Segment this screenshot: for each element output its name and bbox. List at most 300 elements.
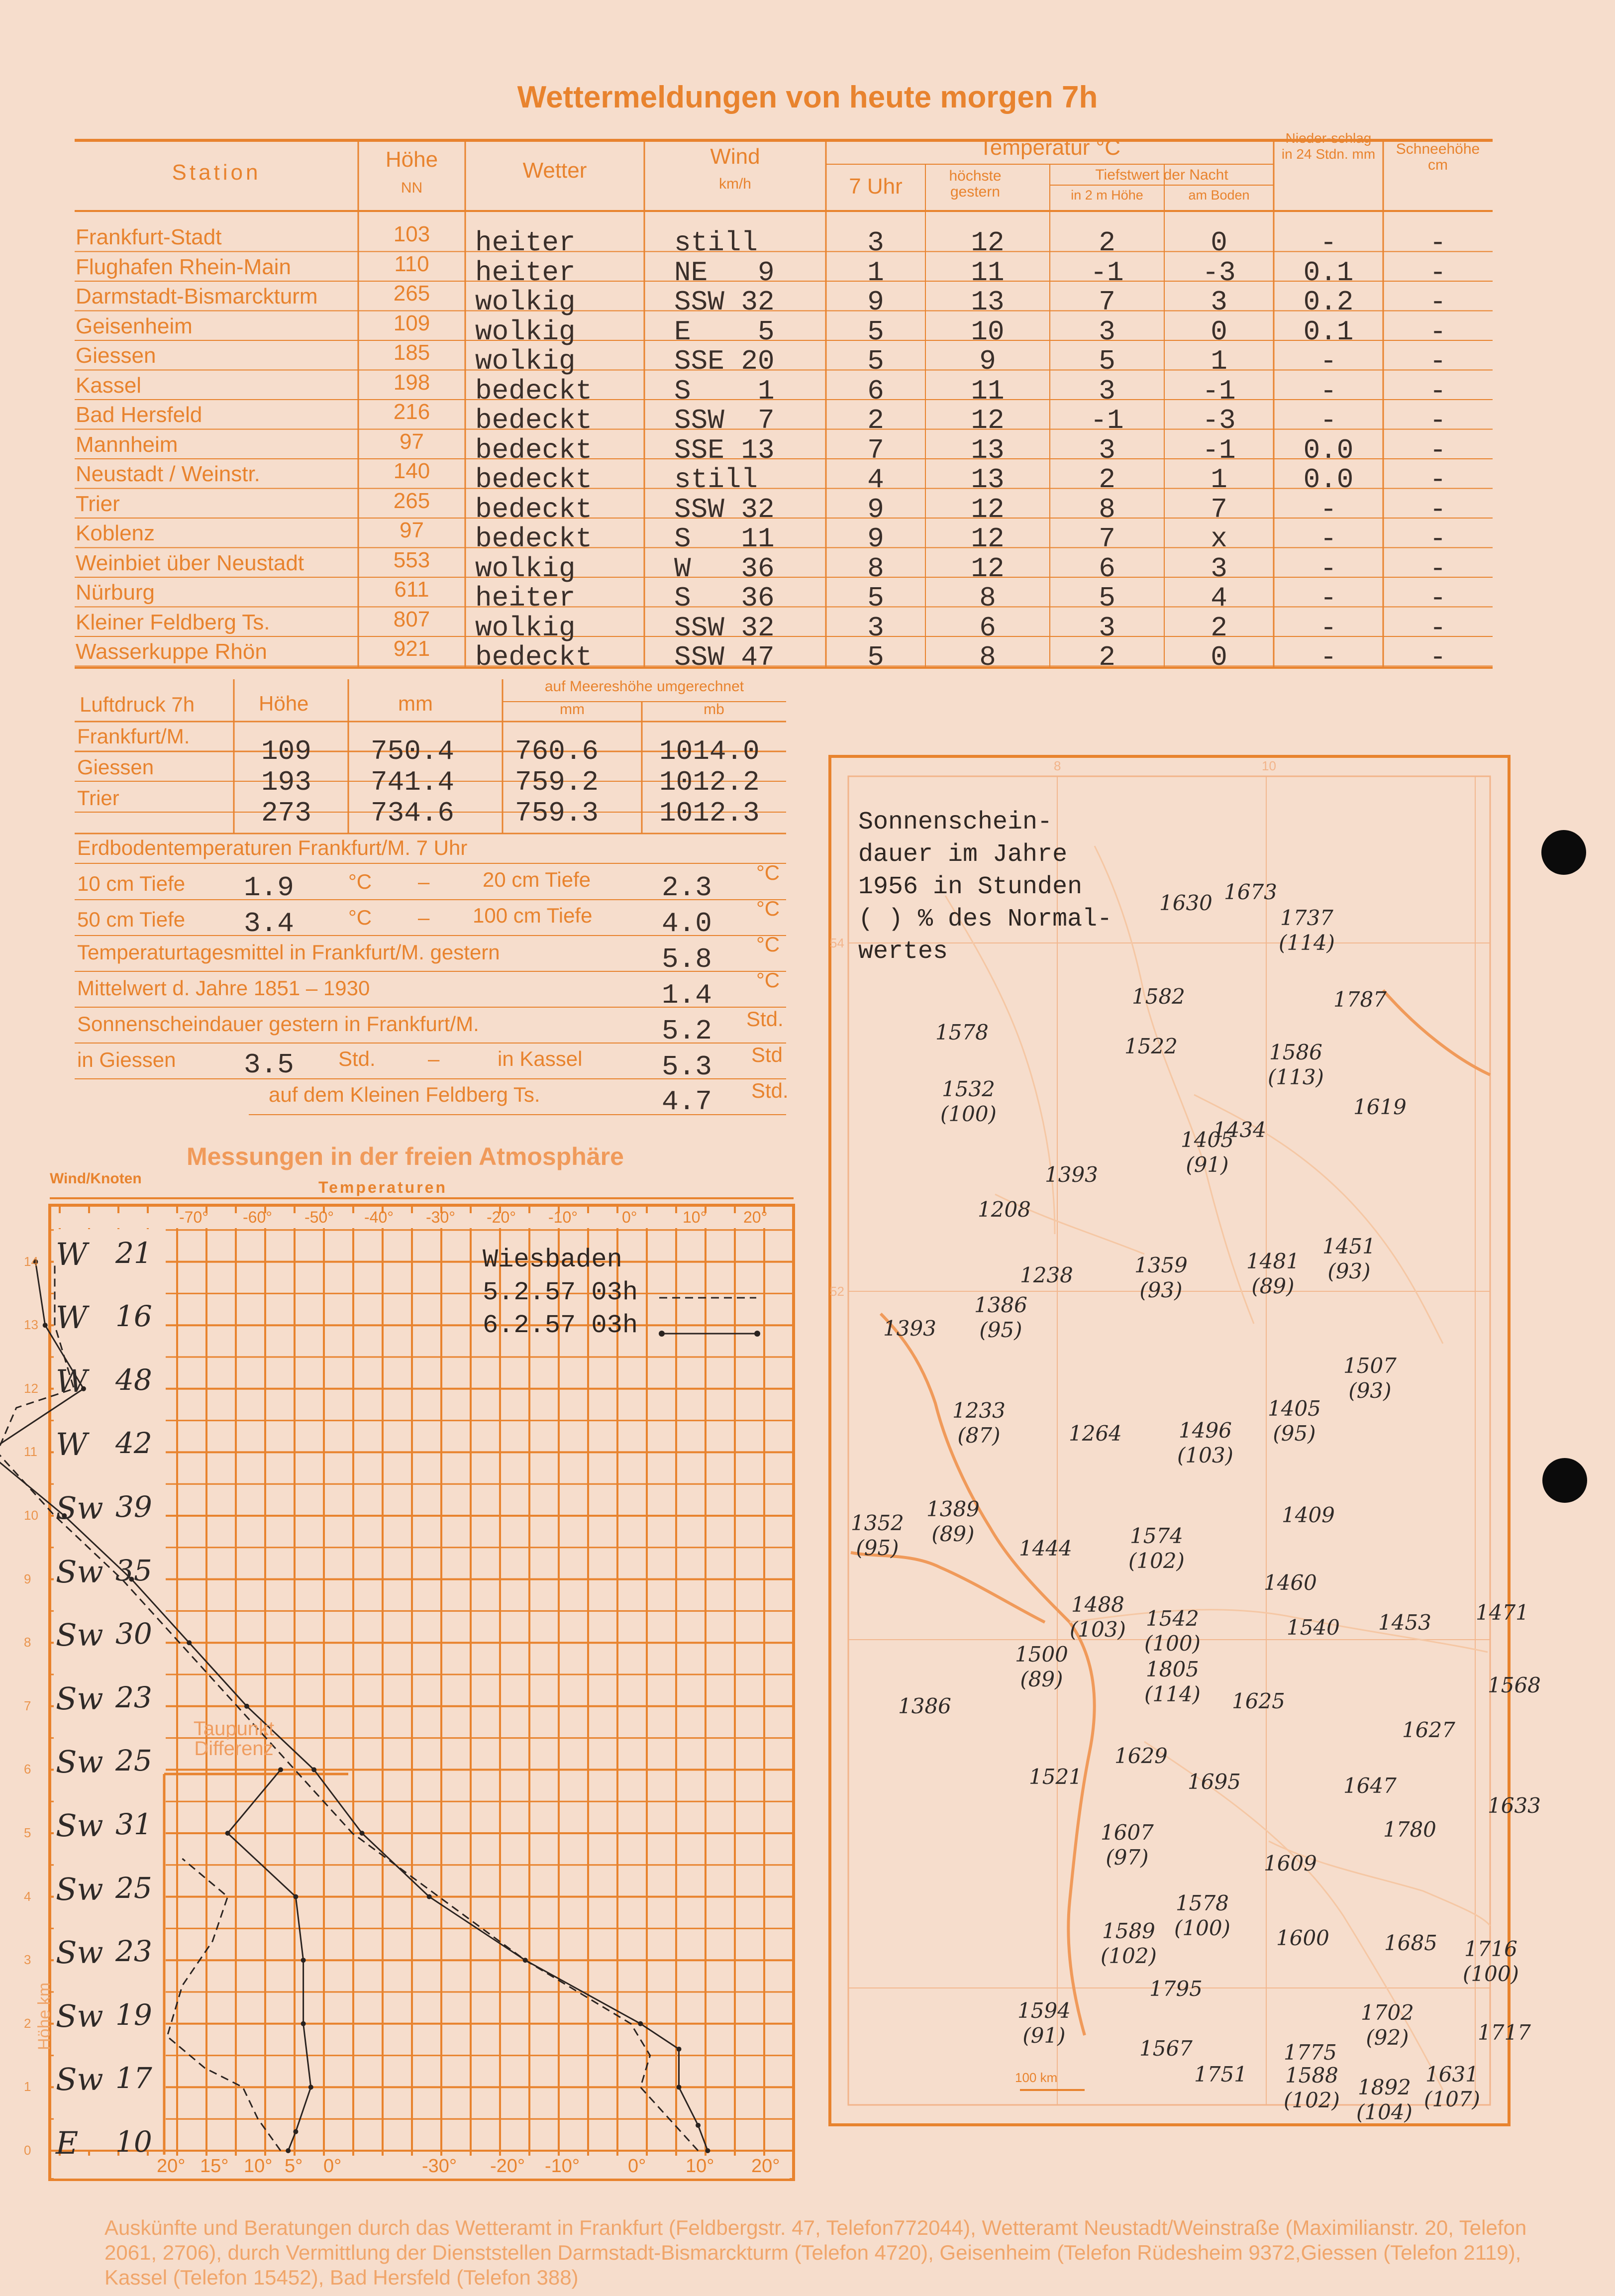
station-name: Neustadt / Weinstr. [76, 462, 260, 486]
map-value [1343, 1354, 1397, 1403]
cell-nieder: - [1320, 552, 1337, 585]
erdboden-100cm-label: 100 cm Tiefe [473, 904, 593, 927]
km-tick-label: 4 [24, 1888, 31, 1904]
map-value [1402, 1718, 1455, 1743]
map-value [1488, 1793, 1541, 1818]
percent-of-normal: (100) [1463, 1962, 1519, 1986]
sunshine-hours: 1607 [1101, 1820, 1154, 1845]
cell-tief2m: 2 [1099, 641, 1115, 673]
map-value [851, 1511, 904, 1561]
col-hoehe-sub: NN [401, 180, 423, 196]
erdboden-50cm-unit: °C [348, 906, 372, 929]
wind-speed: 39 [115, 1490, 152, 1524]
sunshine-hours: 1521 [1029, 1765, 1082, 1789]
sunshine-hours: 1568 [1488, 1673, 1541, 1697]
sunshine-hours: 1627 [1402, 1718, 1455, 1742]
temp-point [705, 2148, 710, 2153]
map-value [1194, 2062, 1247, 2087]
cell-wind: W 36 [674, 552, 775, 585]
wind-direction: E [56, 2125, 79, 2161]
erdboden-100cm-unit: °C [756, 897, 780, 920]
cell-t7: 2 [867, 405, 884, 436]
binder-hole-top [1541, 830, 1586, 875]
cell-nieder: 0.2 [1303, 286, 1354, 318]
km-tick-label: 11 [24, 1444, 37, 1460]
sunshine-hours: 1393 [883, 1316, 936, 1341]
map-value [1128, 1524, 1185, 1573]
cell-hoechste: 6 [979, 612, 996, 644]
sunshine-hours: 1393 [1045, 1162, 1098, 1187]
percent-of-normal: (100) [1144, 1631, 1201, 1656]
luftdruck-hoehe: 193 [261, 766, 311, 798]
station-name: Geisenheim [76, 313, 193, 338]
map-value [1124, 1034, 1178, 1059]
cell-t7: 5 [867, 641, 884, 673]
cell-nieder: - [1320, 227, 1337, 259]
cell-hoehe: 553 [393, 547, 430, 572]
luftdruck-col-meer-mm: mm [560, 701, 585, 718]
cell-hoehe: 97 [400, 518, 424, 542]
binder-hole-bottom [1542, 1458, 1587, 1503]
sunshine-hours: 1609 [1264, 1851, 1317, 1876]
map-value [1284, 2040, 1337, 2065]
km-tick-label: 7 [24, 1698, 31, 1713]
wind-direction: Sw [56, 1490, 103, 1526]
map-title [858, 806, 1112, 968]
map-value [1276, 1926, 1329, 1951]
sunshine-hours: 1233 [952, 1398, 1006, 1423]
sunshine-hours: 1588 [1285, 2063, 1338, 2087]
cell-hoehe: 103 [393, 222, 430, 246]
sonne-kassel-label: in Kassel [498, 1047, 583, 1070]
mittelwert-label: Mittelwert d. Jahre 1851 – 1930 [77, 976, 370, 1000]
cell-wind: SSE 20 [674, 345, 775, 377]
cell-schnee: - [1429, 523, 1446, 555]
map-value [1045, 1162, 1098, 1187]
cell-wetter: heiter [475, 227, 576, 259]
erdboden-50cm-value: 3.4 [244, 908, 294, 939]
tagesmittel-unit: °C [756, 933, 780, 956]
legend-line-1: 5.2.57 03h [483, 1278, 638, 1307]
sunshine-hours: 1567 [1139, 2036, 1193, 2061]
bottom-tick-right: -10° [545, 2156, 580, 2177]
map-value [1139, 2036, 1193, 2061]
col-in2m: in 2 m Höhe [1071, 188, 1143, 203]
luftdruck-station: Frankfurt/M. [77, 725, 190, 748]
footer-text: Auskünfte und Beratungen durch das Wetteramt in Frankfurt (Feldbergstr. 47, Telefon772044), Wetteramt Neustadt/Weinstraße (Maximilianstr. 20, Telefon 2061, 2706), durch Vermittlung der Dienststellen Darmstadt-Bismarckturm (Telefon 4720), Geisenheim (Telefon Rüdesheim 9372,Giessen (Telefon 2119), Kassel (Telefon 15452), Bad Hersfeld (Telefon 388) [104, 2216, 1527, 2289]
top-tick-label: -60° [243, 1208, 273, 1226]
cell-hoehe: 921 [393, 636, 430, 661]
map-value [1463, 1937, 1519, 1986]
cell-tief2m: 7 [1099, 286, 1115, 318]
sonne-ffm-unit: Std. [746, 1007, 784, 1031]
sunshine-hours: 1460 [1264, 1570, 1317, 1595]
map-value [926, 1497, 980, 1547]
sunshine-hours: 1409 [1282, 1503, 1335, 1527]
station-name: Kassel [76, 373, 142, 398]
top-tick-label: 10° [683, 1208, 707, 1226]
erdboden-10cm-value: 1.9 [244, 872, 294, 904]
sunshine-hours: 1775 [1284, 2040, 1337, 2065]
bottom-tick-right: 0° [628, 2156, 646, 2177]
cell-nieder: 0.1 [1303, 256, 1354, 289]
cell-boden: x [1211, 523, 1227, 555]
map-value [1383, 1817, 1436, 1842]
luftdruck-mm: 750.4 [371, 735, 455, 767]
wind-direction: Sw [56, 1934, 103, 1971]
sunshine-hours: 1795 [1149, 1977, 1203, 2001]
cell-tief2m: 8 [1099, 493, 1115, 525]
station-name: Trier [76, 491, 120, 516]
map-value [883, 1316, 936, 1341]
sunshine-hours: 1542 [1146, 1606, 1199, 1631]
wind-direction: Sw [56, 1871, 103, 1907]
station-name: Darmstadt-Bismarckturm [76, 284, 318, 309]
cell-wetter: bedeckt [475, 434, 593, 466]
sunshine-hours: 1695 [1188, 1770, 1241, 1794]
sunshine-hours: 1589 [1102, 1919, 1155, 1943]
luftdruck-mb: 1012.2 [659, 766, 760, 798]
map-value [1287, 1615, 1340, 1640]
station-name: Kleiner Feldberg Ts. [76, 610, 270, 634]
cell-wind: SSW 47 [674, 641, 775, 673]
cell-t7: 9 [867, 493, 884, 525]
sunshine-hours: 1594 [1017, 1998, 1071, 2023]
cell-tief2m: 6 [1099, 552, 1115, 585]
cell-hoehe: 265 [393, 281, 430, 306]
cell-t7: 3 [867, 612, 884, 644]
wind-speed: 19 [115, 1997, 152, 2032]
sunshine-hours: 1500 [1015, 1642, 1068, 1667]
dewpoint-point [286, 2148, 291, 2153]
percent-of-normal: (103) [1070, 1617, 1126, 1642]
map-value [1069, 1421, 1122, 1446]
sonne-ffm-value: 5.2 [662, 1015, 712, 1047]
map-value [1070, 1592, 1126, 1642]
sunshine-hours: 1673 [1224, 880, 1277, 904]
luftdruck-mm: 741.4 [371, 766, 455, 798]
percent-of-normal: (103) [1177, 1443, 1233, 1467]
col-7uhr: 7 Uhr [849, 174, 903, 199]
cell-tief2m: 3 [1099, 434, 1115, 466]
sonne-dash: – [428, 1047, 440, 1070]
luftdruck-station: Giessen [77, 755, 154, 779]
cell-t7: 8 [867, 552, 884, 585]
wind-speed: 10 [115, 2125, 152, 2159]
sunshine-hours: 1717 [1478, 2020, 1531, 2045]
percent-of-normal: (97) [1106, 1845, 1149, 1870]
cell-boden: 0 [1211, 315, 1227, 348]
map-value [1384, 1931, 1437, 1956]
legend-line-2: 6.2.57 03h [483, 1311, 638, 1340]
cell-hoechste: 9 [979, 345, 996, 377]
percent-of-normal: (114) [1279, 931, 1335, 955]
percent-of-normal: (95) [1273, 1421, 1316, 1446]
cell-schnee: - [1429, 582, 1446, 614]
cell-hoechste: 13 [971, 434, 1005, 466]
map-value [1114, 1744, 1168, 1769]
map-title-line-5: wertes [858, 938, 948, 966]
cell-wind: NE 9 [674, 256, 775, 289]
sonne-giessen-label: in Giessen [77, 1048, 176, 1071]
map-value [1159, 891, 1212, 916]
map-value [1132, 984, 1185, 1009]
luftdruck-station: Trier [77, 786, 119, 810]
wind-speed: 25 [115, 1871, 152, 1905]
km-tick-label: 6 [24, 1762, 31, 1777]
cell-boden: 0 [1211, 641, 1227, 673]
cell-nieder: - [1320, 405, 1337, 436]
taupunkt-label: Taupunkt Differenz [193, 1718, 275, 1760]
sunshine-hours: 1434 [1213, 1118, 1266, 1142]
map-value [1476, 1600, 1529, 1625]
sunshine-hours: 1780 [1383, 1817, 1436, 1842]
wind-direction: Sw [56, 1997, 103, 2034]
tagesmittel-value: 5.8 [662, 943, 712, 975]
km-tick-label: 13 [24, 1317, 38, 1333]
wind-direction: Sw [56, 1680, 103, 1717]
map-scale-label: 100 km [1015, 2070, 1058, 2085]
col-wetter: Wetter [522, 158, 587, 183]
map-value [1424, 2062, 1480, 2112]
sunshine-hours: 1737 [1280, 906, 1333, 930]
cell-hoehe: 185 [393, 340, 430, 365]
station-name: Frankfurt-Stadt [76, 225, 222, 249]
map-value [1378, 1610, 1431, 1635]
map-value [1019, 1536, 1072, 1561]
cell-tief2m: -1 [1090, 256, 1124, 289]
cell-nieder: 0.1 [1303, 315, 1354, 348]
cell-schnee: - [1429, 612, 1446, 644]
legend-station: Wiesbaden [483, 1245, 622, 1274]
map-value [1188, 1770, 1241, 1794]
percent-of-normal: (93) [1348, 1378, 1392, 1403]
wind-speed: 31 [115, 1807, 152, 1841]
sunshine-hours: 1716 [1464, 1937, 1517, 1961]
atmosphere-title: Messungen in der freien Atmosphäre [187, 1143, 624, 1170]
cell-hoechste: 12 [971, 227, 1005, 259]
cell-hoehe: 97 [400, 429, 424, 454]
cell-hoehe: 807 [393, 607, 430, 631]
cell-hoechste: 12 [971, 552, 1005, 585]
sunshine-hours: 1582 [1132, 984, 1185, 1009]
bottom-tick-left: 0° [323, 2156, 342, 2177]
sunshine-hours: 1386 [974, 1293, 1027, 1317]
percent-of-normal: (114) [1144, 1682, 1201, 1706]
sunshine-hours: 1405 [1181, 1128, 1234, 1152]
percent-of-normal: (95) [856, 1536, 899, 1560]
map-title-line-4: ( ) % des Normal- [858, 905, 1112, 934]
cell-nieder: - [1320, 493, 1337, 525]
cell-wetter: bedeckt [475, 375, 593, 407]
sunshine-hours: 1405 [1268, 1396, 1321, 1421]
cell-schnee: - [1429, 256, 1446, 289]
cell-wetter: bedeckt [475, 493, 593, 525]
cell-t7: 5 [867, 345, 884, 377]
sunshine-hours: 1625 [1232, 1689, 1285, 1713]
map-value [940, 1077, 997, 1127]
bottom-tick-left: 5° [285, 2156, 303, 2177]
sunshine-hours: 1389 [926, 1497, 980, 1521]
map-value [1232, 1689, 1285, 1714]
wind-direction: Sw [56, 1617, 103, 1654]
cell-t7: 9 [867, 523, 884, 555]
cell-nieder: - [1320, 345, 1337, 377]
cell-schnee: - [1429, 345, 1446, 377]
km-tick-label: 5 [24, 1825, 31, 1840]
luftdruck-col-meer-mb: mb [704, 701, 724, 718]
sunshine-hours: 1619 [1353, 1095, 1407, 1119]
wind-direction: Sw [56, 1553, 103, 1590]
station-name: Nürburg [76, 580, 155, 605]
station-name: Giessen [76, 343, 156, 368]
sunshine-hours: 1488 [1071, 1592, 1124, 1617]
cell-wetter: bedeckt [475, 523, 593, 555]
km-tick-label: 0 [24, 2143, 31, 2158]
map-title-line-1: Sonnenschein- [858, 808, 1053, 836]
luftdruck-meer_mm: 760.6 [515, 735, 599, 767]
cell-t7: 7 [867, 434, 884, 466]
percent-of-normal: (89) [1020, 1667, 1063, 1691]
map-value [1353, 1095, 1407, 1120]
map-value [1020, 1263, 1073, 1288]
cell-wind: still [674, 227, 758, 259]
map-value [1356, 2075, 1413, 2125]
map-value [1284, 2063, 1340, 2113]
temperaturen-label: Temperaturen [318, 1178, 448, 1196]
wind-speed: 16 [115, 1299, 152, 1334]
sunshine-hours: 1507 [1343, 1354, 1397, 1378]
cell-wind: E 5 [674, 315, 775, 348]
sonne-kassel-value: 5.3 [662, 1051, 712, 1083]
sunshine-hours: 1238 [1020, 1263, 1073, 1287]
map-value [1322, 1234, 1376, 1284]
luftdruck-col-meer: auf Meereshöhe umgerechnet [544, 678, 744, 695]
km-tick-label: 1 [24, 2079, 31, 2094]
erdboden-header: Erdbodentemperaturen Frankfurt/M. 7 Uhr [77, 836, 468, 859]
percent-of-normal: (104) [1356, 2100, 1413, 2124]
cell-tief2m: 5 [1099, 582, 1115, 614]
col-hoehe: Höhe [385, 147, 438, 172]
cell-wind: S 1 [674, 375, 775, 407]
erdboden-20cm-label: 20 cm Tiefe [483, 868, 591, 891]
map-value [1268, 1396, 1321, 1446]
cell-t7: 5 [867, 315, 884, 348]
bottom-tick-left: 10° [244, 2156, 273, 2177]
station-name: Wasserkuppe Rhön [76, 639, 267, 664]
cell-wetter: heiter [475, 256, 576, 289]
wind-direction: W [56, 1426, 88, 1463]
col-wind-sub: km/h [718, 176, 751, 192]
wind-speed: 30 [115, 1617, 152, 1651]
wind-speed: 35 [115, 1553, 152, 1587]
bottom-tick-right: 10° [686, 2156, 714, 2177]
cell-hoehe: 611 [394, 577, 429, 602]
cell-schnee: - [1429, 641, 1446, 673]
percent-of-normal: (93) [1327, 1259, 1371, 1283]
percent-of-normal: (113) [1268, 1065, 1324, 1089]
cell-boden: 3 [1211, 552, 1227, 585]
sunshine-hours: 1444 [1019, 1536, 1072, 1561]
station-name: Bad Hersfeld [76, 403, 202, 427]
cell-wind: still [674, 464, 758, 496]
cell-schnee: - [1429, 434, 1446, 466]
cell-wetter: wolkig [475, 552, 576, 585]
bottom-tick-right: -30° [422, 2156, 457, 2177]
sonne-feldberg-label: auf dem Kleinen Feldberg Ts. [269, 1083, 540, 1106]
cell-boden: 7 [1211, 493, 1227, 525]
cell-boden: -3 [1202, 256, 1236, 289]
cell-hoechste: 13 [971, 286, 1005, 318]
map-value [1264, 1851, 1317, 1876]
cell-t7: 3 [867, 227, 884, 259]
sunshine-hours: 1578 [935, 1020, 989, 1044]
km-tick-label: 9 [24, 1571, 31, 1586]
sunshine-hours: 1647 [1343, 1774, 1397, 1798]
cell-hoehe: 140 [393, 459, 430, 483]
wind-speed: 48 [115, 1362, 152, 1397]
luftdruck-mb: 1012.3 [659, 797, 760, 829]
sonne-ffm-label: Sonnenscheindauer gestern in Frankfurt/M. [77, 1012, 479, 1036]
percent-of-normal: (89) [1251, 1274, 1295, 1298]
sonne-giessen-value: 3.5 [244, 1049, 294, 1081]
sunshine-hours: 1578 [1176, 1891, 1229, 1915]
cell-hoehe: 110 [394, 251, 429, 276]
cell-boden: 1 [1211, 345, 1227, 377]
sunshine-hours: 1787 [1333, 987, 1387, 1012]
luftdruck-mb: 1014.0 [659, 735, 760, 767]
sunshine-hours: 1633 [1488, 1793, 1541, 1818]
map-title-line-3: 1956 in Stunden [858, 873, 1083, 901]
sunshine-hours: 1805 [1146, 1657, 1199, 1681]
cell-wind: SSW 32 [674, 612, 775, 644]
cell-tief2m: 5 [1099, 345, 1115, 377]
col-hoechste: höchste gestern [949, 168, 1002, 200]
station-name: Flughafen Rhein-Main [76, 254, 291, 279]
sonne-kassel-unit: Std [751, 1043, 783, 1066]
map-value [1134, 1253, 1188, 1303]
luftdruck-col-mm: mm [398, 692, 433, 715]
col-station: Station [172, 160, 261, 185]
map-value [898, 1694, 951, 1719]
map-value [1282, 1503, 1335, 1528]
sonne-giessen-unit: Std. [338, 1047, 376, 1070]
map-value [1333, 987, 1387, 1012]
cell-boden: 1 [1211, 464, 1227, 496]
wind-speed: 23 [115, 1934, 152, 1969]
map-value [974, 1293, 1027, 1343]
map-value [1174, 1891, 1230, 1941]
km-tick-label: 10 [24, 1508, 38, 1523]
percent-of-normal: (100) [940, 1102, 997, 1126]
cell-schnee: - [1429, 552, 1446, 585]
sunshine-hours: 1685 [1384, 1931, 1437, 1955]
map-value [1017, 1998, 1071, 2048]
sonne-feldberg-value: 4.7 [662, 1086, 712, 1118]
wind-direction: W [56, 1299, 88, 1336]
cell-hoechste: 11 [971, 256, 1005, 289]
wind-speed: 23 [115, 1680, 152, 1714]
map-value [1361, 2000, 1414, 2050]
map-value [1029, 1765, 1082, 1789]
cell-wind: SSE 13 [674, 434, 775, 466]
cell-hoechste: 12 [971, 405, 1005, 436]
station-name: Mannheim [76, 432, 178, 457]
top-tick-label: 20° [743, 1208, 768, 1226]
erdboden-20cm-unit: °C [756, 861, 780, 884]
cell-wind: S 36 [674, 582, 775, 614]
sunshine-hours: 1751 [1194, 2062, 1247, 2087]
